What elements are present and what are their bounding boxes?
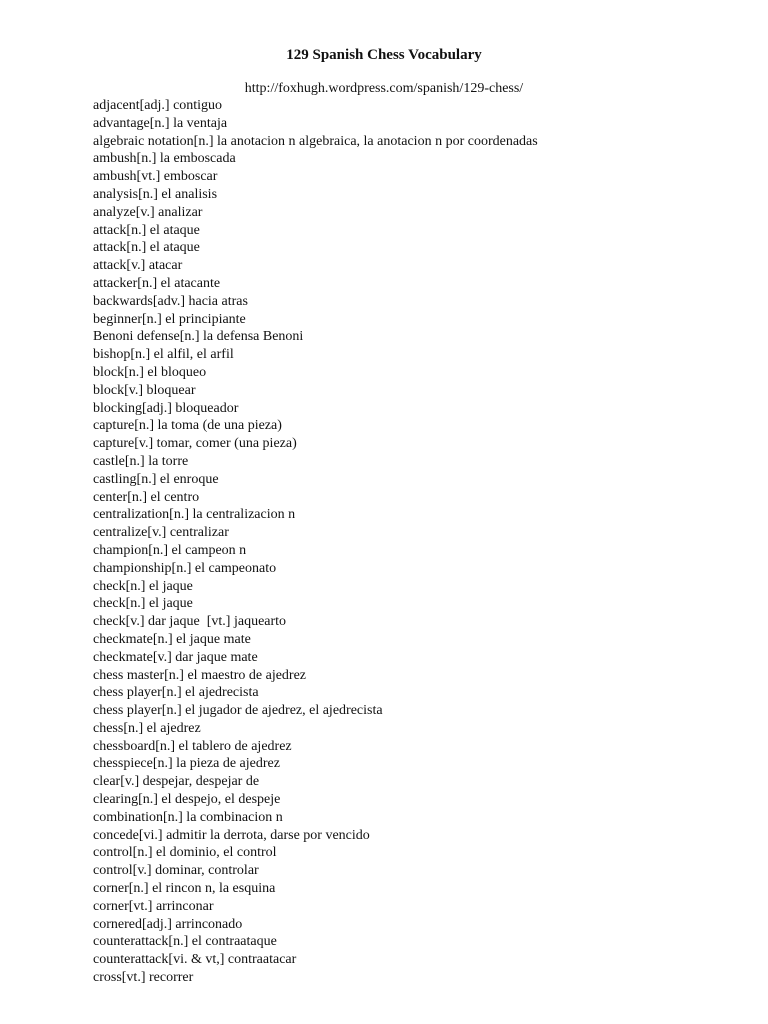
vocabulary-entry: backwards[adv.] hacia atras xyxy=(93,293,248,309)
vocabulary-entry: chess[n.] el ajedrez xyxy=(93,720,201,736)
vocabulary-entry: chess player[n.] el ajedrecista xyxy=(93,685,259,701)
source-url: http://foxhugh.wordpress.com/spanish/129-chess/ xyxy=(244,81,524,96)
vocabulary-entry: attack[v.] atacar xyxy=(93,258,183,274)
vocabulary-entry: analysis[n.] el analisis xyxy=(93,186,218,202)
vocabulary-entry: capture[n.] la toma (de una pieza) xyxy=(93,418,282,434)
vocabulary-entry: checkmate[n.] el jaque mate xyxy=(93,631,251,647)
vocabulary-entry: chesspiece[n.] la pieza de ajedrez xyxy=(93,756,280,772)
vocabulary-entry: beginner[n.] el principiante xyxy=(93,311,246,327)
vocabulary-entry: corner[vt.] arrinconar xyxy=(93,898,214,914)
vocabulary-entry: attacker[n.] el atacante xyxy=(93,275,221,291)
vocabulary-entry: capture[v.] tomar, comer (una pieza) xyxy=(93,436,297,452)
vocabulary-entry: attack[n.] el ataque xyxy=(93,222,200,238)
vocabulary-entry: cross[vt.] recorrer xyxy=(93,970,194,986)
vocabulary-entry: block[n.] el bloqueo xyxy=(93,364,207,380)
vocabulary-entry: adjacent[adj.] contiguo xyxy=(93,98,223,113)
vocabulary-entry: clear[v.] despejar, despejar de xyxy=(93,774,260,790)
vocabulary-entry: centralization[n.] la centralizacion n xyxy=(93,507,296,523)
vocabulary-entry: checkmate[v.] dar jaque mate xyxy=(93,649,258,665)
vocabulary-entry: check[v.] dar jaque [vt.] jaquearto xyxy=(93,614,287,630)
document-title: 129 Spanish Chess Vocabulary xyxy=(286,47,482,63)
vocabulary-entry: control[n.] el dominio, el control xyxy=(93,845,277,861)
vocabulary-entry: analyze[v.] analizar xyxy=(93,204,203,220)
vocabulary-entry: castle[n.] la torre xyxy=(93,453,189,469)
vocabulary-entry: chessboard[n.] el tablero de ajedrez xyxy=(93,738,292,754)
vocabulary-entry: combination[n.] la combinacion n xyxy=(93,809,283,825)
vocabulary-entry: check[n.] el jaque xyxy=(93,578,193,594)
vocabulary-list xyxy=(93,97,733,987)
vocabulary-entry: center[n.] el centro xyxy=(93,489,200,505)
vocabulary-entry: advantage[n.] la ventaja xyxy=(93,115,228,131)
vocabulary-entry: check[n.] el jaque xyxy=(93,596,193,612)
vocabulary-entry: bishop[n.] el alfil, el arfil xyxy=(93,347,234,363)
vocabulary-entry: chess master[n.] el maestro de ajedrez xyxy=(93,667,307,683)
vocabulary-entry: centralize[v.] centralizar xyxy=(93,525,229,541)
vocabulary-entry: concede[vi.] admitir la derrota, darse por vencido xyxy=(93,827,370,843)
vocabulary-entry: ambush[vt.] emboscar xyxy=(93,169,218,185)
vocabulary-entry: Benoni defense[n.] la defensa Benoni xyxy=(93,329,304,345)
vocabulary-entry: blocking[adj.] bloqueador xyxy=(93,400,239,416)
vocabulary-entry: championship[n.] el campeonato xyxy=(93,560,277,576)
vocabulary-entry: block[v.] bloquear xyxy=(93,382,196,398)
vocabulary-entry: castling[n.] el enroque xyxy=(93,471,219,487)
vocabulary-entry: cornered[adj.] arrinconado xyxy=(93,916,243,932)
vocabulary-entry: algebraic notation[n.] la anotacion n algebraica, la anotacion n por coordenadas xyxy=(93,133,538,149)
vocabulary-entry: counterattack[n.] el contraataque xyxy=(93,934,277,950)
vocabulary-entry: champion[n.] el campeon n xyxy=(93,542,247,558)
vocabulary-entry: counterattack[vi. & vt,] contraatacar xyxy=(93,952,297,968)
vocabulary-entry: attack[n.] el ataque xyxy=(93,240,200,256)
vocabulary-entry: clearing[n.] el despejo, el despeje xyxy=(93,792,281,808)
vocabulary-entry: chess player[n.] el jugador de ajedrez, el ajedrecista xyxy=(93,703,383,719)
vocabulary-entry: ambush[n.] la emboscada xyxy=(93,151,236,167)
vocabulary-entry: corner[n.] el rincon n, la esquina xyxy=(93,881,276,897)
vocabulary-entry: control[v.] dominar, controlar xyxy=(93,863,259,879)
